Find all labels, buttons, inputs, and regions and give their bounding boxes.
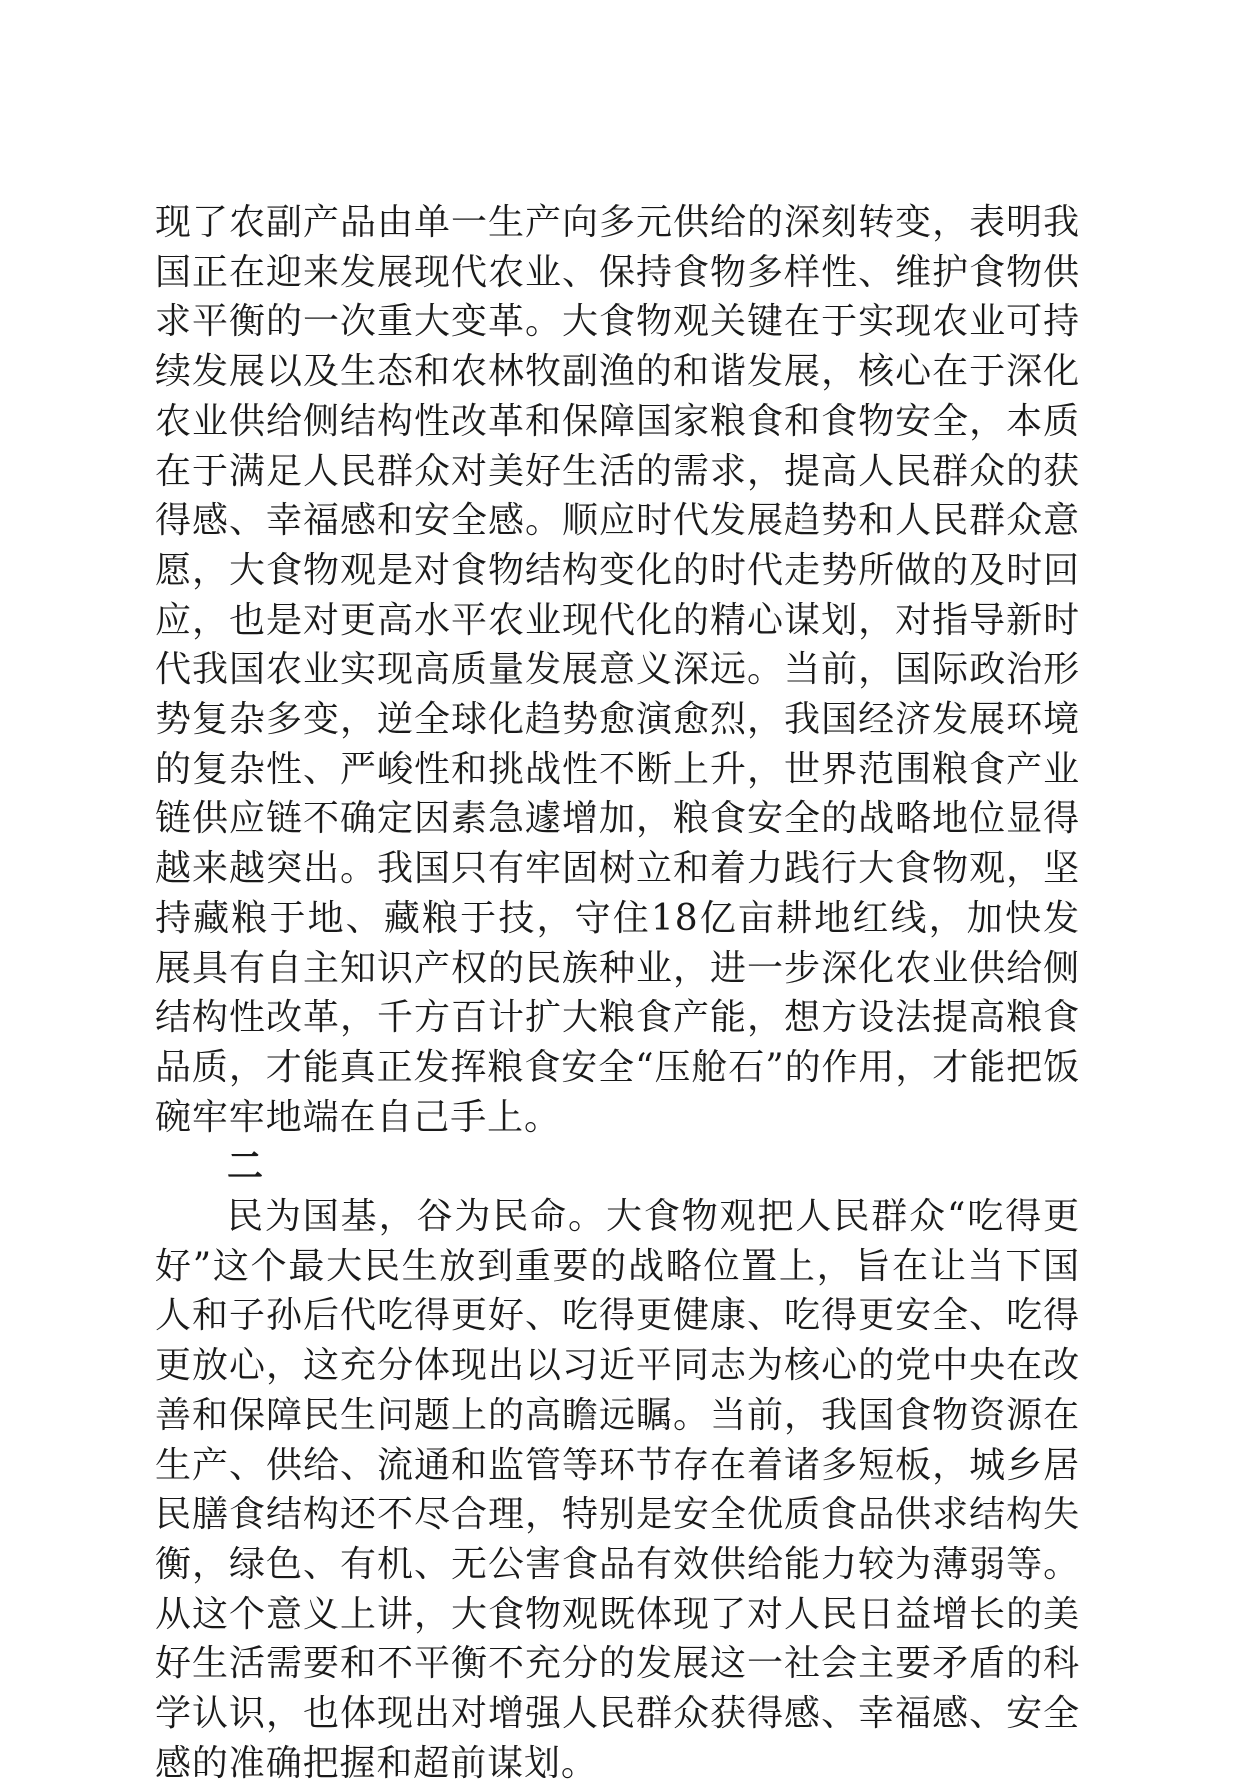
document-body [155,198,1080,1788]
paragraph: 民为国基，谷为民命。大食物观把人民群众“吃得更好”这个最大民生放到重要的战略位置上，旨在让当下国人和子孙后代吃得更好、吃得更健康、吃得更安全、吃得更放心，这充分体现出以习近平同志为核心的党中央在改善和保障民生问题上的高瞻远瞩。当前，我国食物资源在生产、供给、流通和监管等环节存在着诸多短板，城乡居民膳食结构还不尽合理，特别是安全优质食品供求结构失衡，绿色、有机、无公害食品有效供给能力较为薄弱等。从这个意义上讲，大食物观既体现了对人民日益增长的美好生活需要和不平衡不充分的发展这一社会主要矛盾的科学认识，也体现出对增强人民群众获得感、幸福感、安全感的准确把握和超前谋划。 [155,1196,1080,1784]
section-heading [155,1142,1080,1192]
paragraph: 现了农副产品由单一生产向多元供给的深刻转变，表明我国正在迎来发展现代农业、保持食物多样性、维护食物供求平衡的一次重大变革。大食物观关键在于实现农业可持续发展以及生态和农林牧副渔的和谐发展，核心在于深化农业供给侧结构性改革和保障国家粮食和食物安全，本质在于满足人民群众对美好生活的需求，提高人民群众的获得感、幸福感和安全感。顺应时代发展趋势和人民群众意愿，大食物观是对食物结构变化的时代走势所做的及时回应，也是对更高水平农业现代化的精心谋划，对指导新时代我国农业实现高质量发展意义深远。当前，国际政治形势复杂多变，逆全球化趋势愈演愈烈，我国经济发展环境的复杂性、严峻性和挑战性不断上升，世界范围粮食产业链供应链不确定因素急遽增加，粮食安全的战略地位显得越来越突出。我国只有牢固树立和着力践行大食物观，坚持藏粮于地、藏粮于技，守住18亿亩耕地红线，加快发展具有自主知识产权的民族种业，进一步深化农业供给侧结构性改革，千方百计扩大粮食产能，想方设法提高粮食品质，才能真正发挥粮食安全“压舱石”的作用，才能把饭碗牢牢地端在自己手上。 [155,202,1080,1138]
section-heading-text: 二 [227,1145,264,1188]
